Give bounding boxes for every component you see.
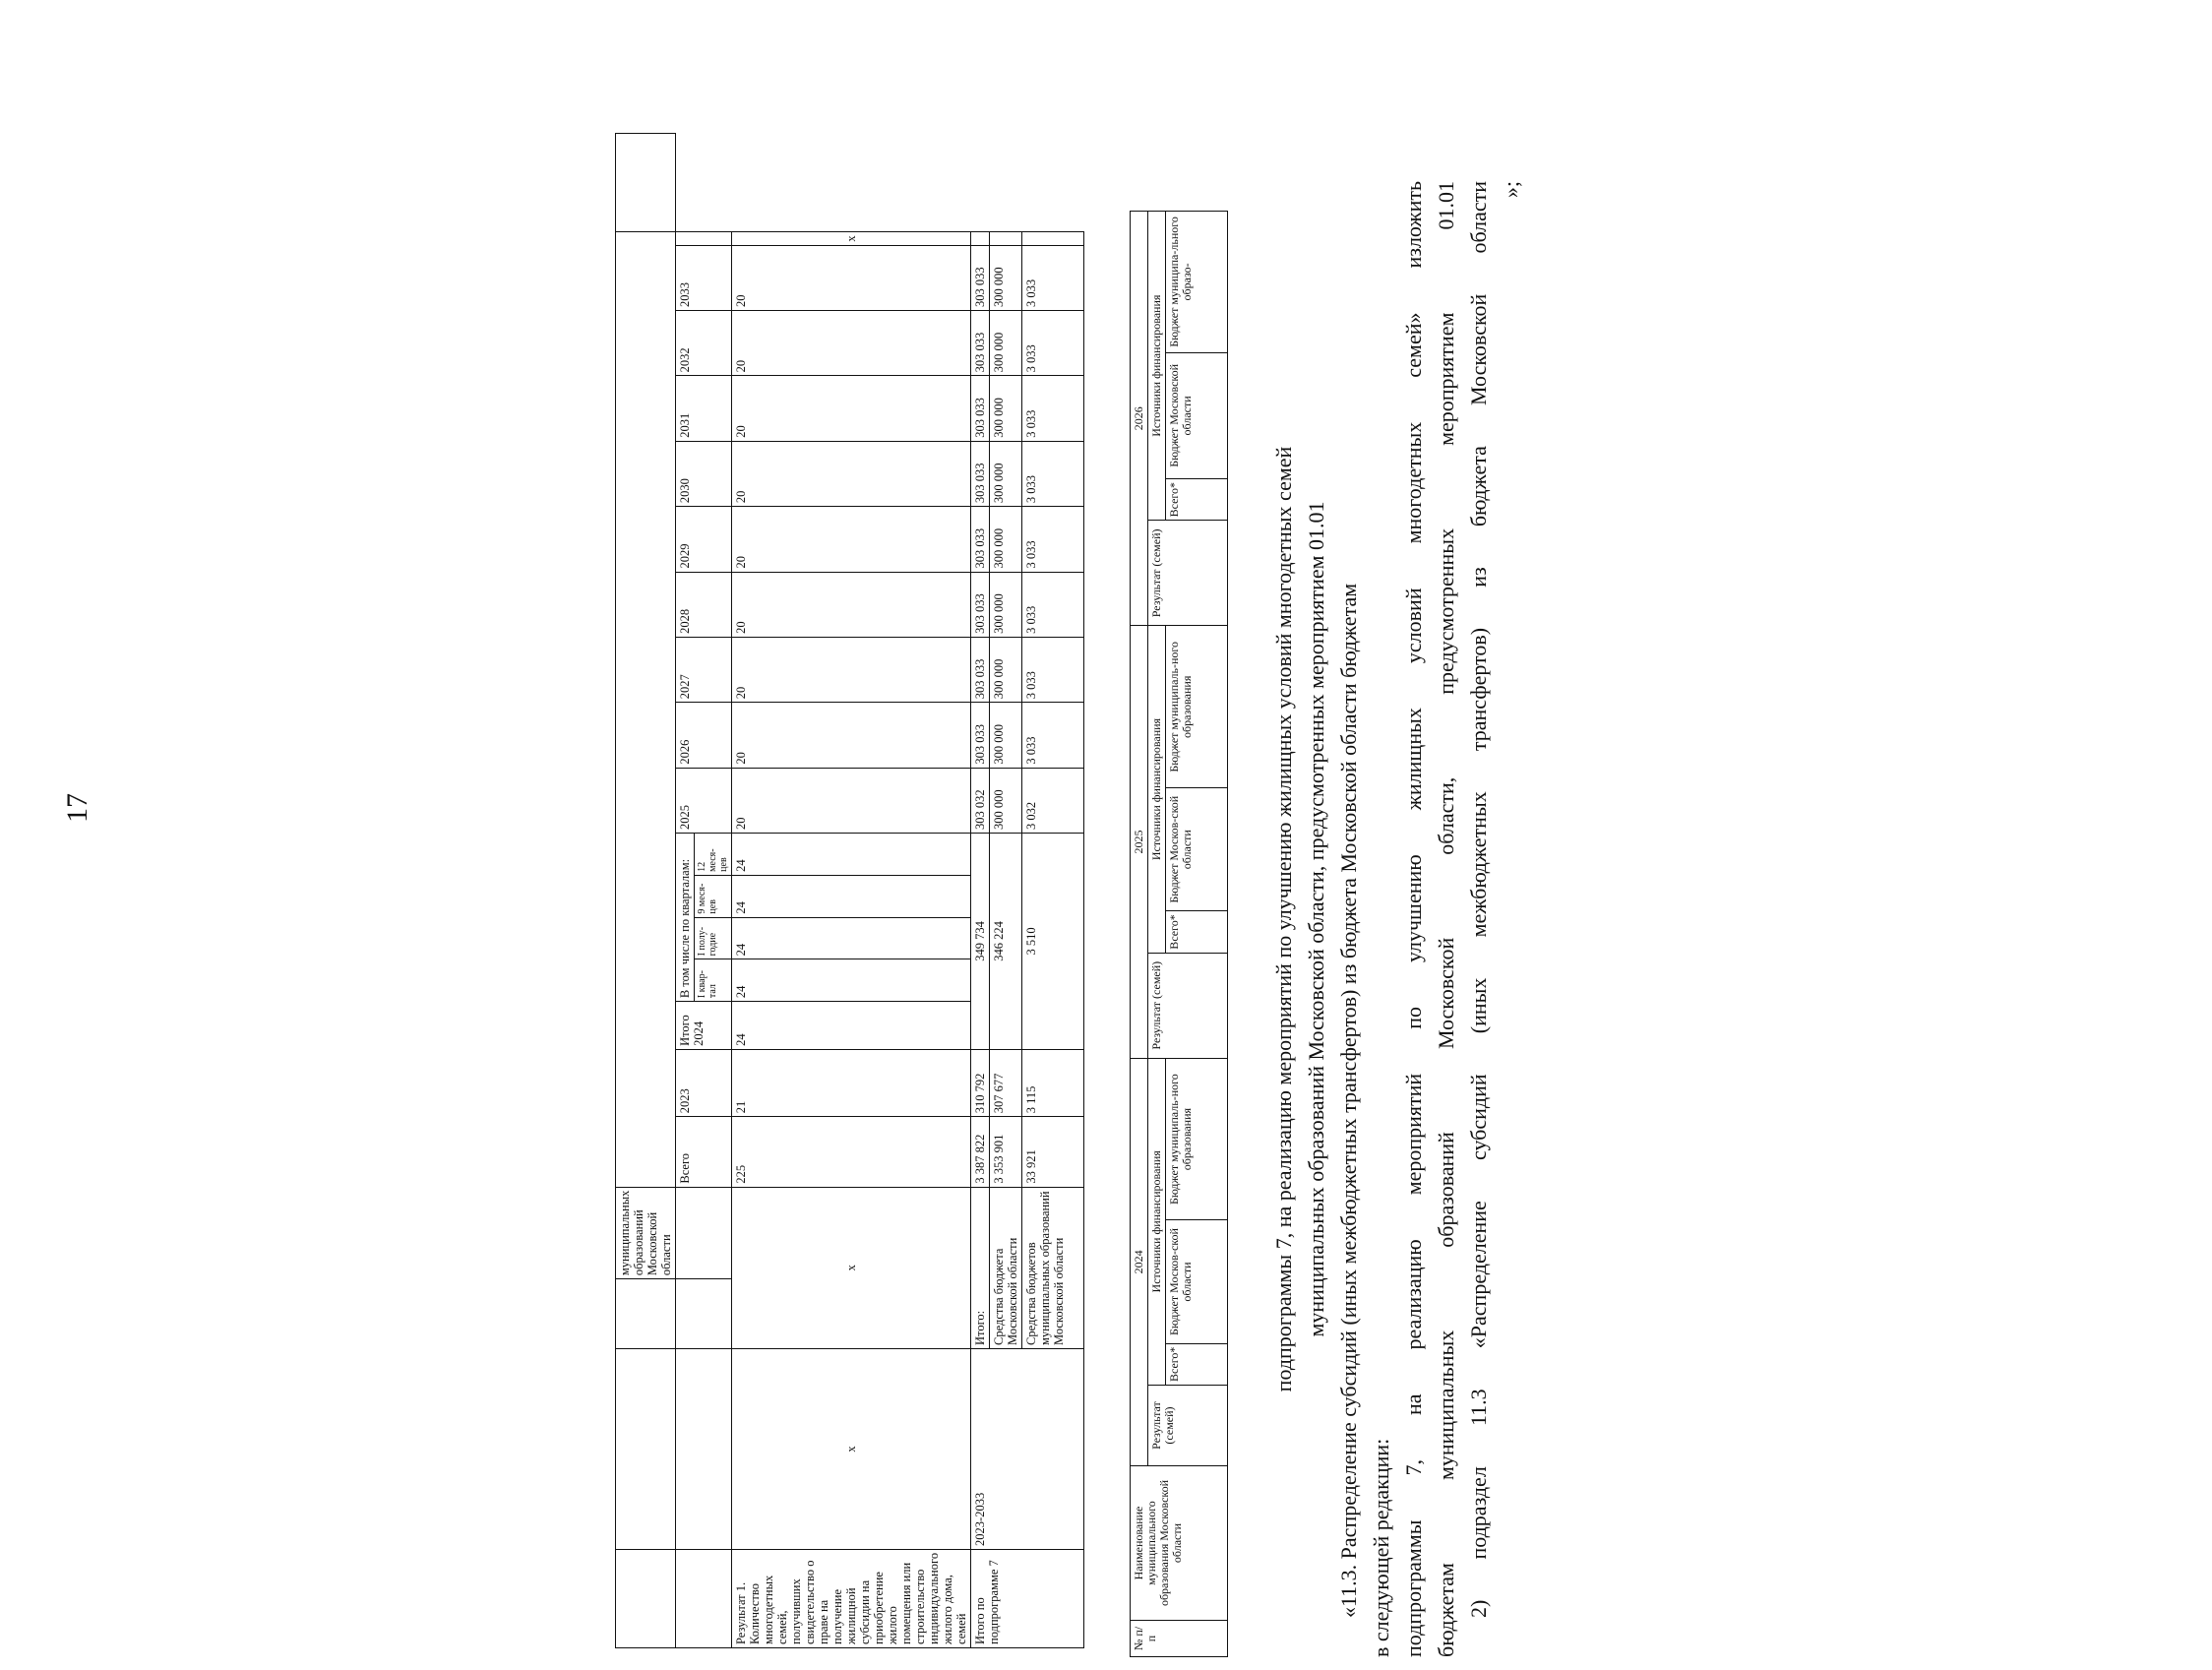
col-year-2025: 2025 <box>676 768 732 833</box>
itogo-line-name-1: Итого: <box>971 1187 990 1348</box>
itogo-2-2027: 300 000 <box>990 637 1022 702</box>
mun-budget-header-2025: Бюджет муниципаль-ного образования <box>1166 626 1228 788</box>
col-number-header: № п/п <box>1131 1621 1228 1657</box>
table-columns-row <box>676 134 695 1648</box>
col-quarters: В том числе по кварталам: <box>676 834 695 1002</box>
result-2027: 20 <box>732 637 971 702</box>
distribution-table <box>1130 211 1228 1657</box>
result-row <box>732 134 971 1648</box>
itogo-2023-3: 3 115 <box>1022 1049 1084 1116</box>
itogo-2-2030: 300 000 <box>990 441 1022 506</box>
mo-budget-header-2025: Бюджет Москов-ской области <box>1166 788 1228 911</box>
result-2030: 20 <box>732 441 971 506</box>
result-q2: 24 <box>732 917 971 959</box>
body-text <box>1267 181 1527 1657</box>
rotated-page-content <box>1110 112 2212 1667</box>
hdr-blank-3 <box>616 1279 676 1349</box>
year-header-2025: 2025 <box>1131 626 1148 1058</box>
itogo-label: Итого по подпрограмме 7 <box>971 1549 1084 1647</box>
itogo-2023-1: 310 792 <box>971 1049 990 1116</box>
itogo-total-3: 33 921 <box>1022 1117 1084 1187</box>
mun-budget-header-2024: Бюджет муниципаль-ного образования <box>1166 1058 1228 1220</box>
result-2031: 20 <box>732 376 971 441</box>
result-2033: 20 <box>732 245 971 310</box>
result-q1: 24 <box>732 959 971 1002</box>
result-header-2024: Результат (семей) <box>1148 1386 1228 1466</box>
itogo-blank-2 <box>990 232 1022 245</box>
hdr-fragment: муниципальных образований Московской области <box>616 1187 676 1279</box>
itogo-2-2032: 300 000 <box>990 311 1022 376</box>
col-quarter-2: I полу-годие <box>695 917 732 959</box>
itogo-2-2025: 300 000 <box>990 768 1022 833</box>
section-title-line-3: подпрограммы 7, на реализацию мероприятий по улучшению жилищных условий многодетных семей <box>1271 446 1296 1392</box>
itogo-2-2029: 300 000 <box>990 507 1022 572</box>
itogo-total-2: 3 353 901 <box>990 1117 1022 1187</box>
para2-line-1: 2) подраздел 11.3 «Распределение субсидий (иных межбюджетных трансфертов) из бюджета Московской области <box>1466 181 1491 1618</box>
hdr-blank-5 <box>616 134 676 232</box>
result-q4: 24 <box>732 834 971 876</box>
itogo-blank-3 <box>1022 232 1084 245</box>
col-quarter-1: I квар-тал <box>695 959 732 1002</box>
col-blank-e <box>676 232 732 245</box>
col-itogo-2024: Итого 2024 <box>676 1002 732 1050</box>
hdr-blank-4 <box>616 232 676 1187</box>
itogo-3-2027: 3 033 <box>1022 637 1084 702</box>
itogo-1-2025: 303 032 <box>971 768 990 833</box>
itogo-1-2032: 303 033 <box>971 311 990 376</box>
col-year-2029: 2029 <box>676 507 732 572</box>
result-2029: 20 <box>732 507 971 572</box>
itogo-blank-1 <box>971 232 990 245</box>
col-year-2032: 2032 <box>676 311 732 376</box>
table-header-row <box>616 134 676 1648</box>
itogo-1-2027: 303 033 <box>971 637 990 702</box>
itogo-1-2026: 303 033 <box>971 703 990 768</box>
itogo-period: 2023-2033 <box>971 1348 1084 1549</box>
subprogram-table-full <box>615 133 1084 1648</box>
itogo-3-2026: 3 033 <box>1022 703 1084 768</box>
mo-budget-header-2026: Бюджет Московской области <box>1166 352 1228 478</box>
result-header-2025: Результат (семей) <box>1148 953 1228 1058</box>
col-year-2031: 2031 <box>676 376 732 441</box>
itogo-3-2028: 3 033 <box>1022 572 1084 637</box>
hdr-blank-2 <box>616 1348 676 1549</box>
col-year-2027: 2027 <box>676 637 732 702</box>
para2-line-2: бюджетам муниципальных образований Московской области, предусмотренных мероприятием 01.01 <box>1434 181 1458 1657</box>
itogo-2024-3: 3 510 <box>1022 834 1084 1050</box>
itogo-1-2033: 303 033 <box>971 245 990 310</box>
result-header-2026: Результат (семей) <box>1148 521 1228 626</box>
col-blank-d <box>676 1187 732 1279</box>
result-2026: 20 <box>732 703 971 768</box>
total-header-2025: Всего* <box>1166 911 1228 953</box>
result-q3: 24 <box>732 875 971 917</box>
result-2028: 20 <box>732 572 971 637</box>
itogo-1-2029: 303 033 <box>971 507 990 572</box>
result-x1: х <box>732 1348 971 1549</box>
total-header-2024: Всего* <box>1166 1343 1228 1385</box>
result-label: Результат 1. Количество многодетных семей, получивших свидетельство о праве на получение жилищной субсидии на приобретение жилого помещения или строительство индивидуального жилого дома, семей <box>732 1549 971 1647</box>
itogo-3-2029: 3 033 <box>1022 507 1084 572</box>
itogo-2024-2: 346 224 <box>990 834 1022 1050</box>
result-itogo: 24 <box>732 1002 971 1050</box>
year-header-2026: 2026 <box>1131 212 1148 626</box>
itogo-2-2033: 300 000 <box>990 245 1022 310</box>
para2-line-4: в следующей редакции: <box>1369 1438 1393 1657</box>
col-blank-a <box>676 1549 732 1647</box>
closing-quote: »; <box>1499 181 1523 199</box>
sources-header-2024: Источники финансирования <box>1148 1058 1166 1385</box>
col-quarter-4: 12 меся-цев <box>695 834 732 876</box>
itogo-3-2031: 3 033 <box>1022 376 1084 441</box>
col-2023: 2023 <box>676 1049 732 1116</box>
table1-block <box>615 113 1112 1648</box>
col-year-2028: 2028 <box>676 572 732 637</box>
itogo-line-name-2: Средства бюджета Московской области <box>990 1187 1022 1348</box>
col-year-2026: 2026 <box>676 703 732 768</box>
result-2025: 20 <box>732 768 971 833</box>
col-blank-b <box>676 1348 732 1549</box>
col-blank-c <box>676 1279 732 1349</box>
itogo-total-1: 3 387 822 <box>971 1117 990 1187</box>
col-total: Всего <box>676 1117 732 1187</box>
itogo-2023-2: 307 677 <box>990 1049 1022 1116</box>
result-x3: х <box>732 232 971 245</box>
itogo-line-name-3: Средства бюджетов муниципальных образований Московской области <box>1022 1187 1084 1348</box>
itogo-2-2031: 300 000 <box>990 376 1022 441</box>
itogo-2-2026: 300 000 <box>990 703 1022 768</box>
page-number: 17 <box>61 793 93 823</box>
sources-header-2025: Источники финансирования <box>1148 626 1166 953</box>
sources-header-2026: Источники финансирования <box>1148 212 1166 521</box>
col-quarter-3: 9 меся-цев <box>695 875 732 917</box>
itogo-row-1 <box>971 134 990 1648</box>
itogo-2-2028: 300 000 <box>990 572 1022 637</box>
para2-line-3: подпрограммы 7, на реализацию мероприятий по улучшению жилищных условий многодетных семей» изложить <box>1401 181 1426 1657</box>
itogo-3-2030: 3 033 <box>1022 441 1084 506</box>
itogo-3-2025: 3 032 <box>1022 768 1084 833</box>
section-title-line-2: муниципальных образований Московской области, предусмотренных мероприятием 01.01 <box>1304 501 1328 1337</box>
result-2032: 20 <box>732 311 971 376</box>
section-title-line-1: «11.3. Распределение субсидий (иных межбюджетных трансфертов) из бюджета Московской области бюджетам <box>1336 583 1361 1618</box>
col-year-2030: 2030 <box>676 441 732 506</box>
total-header-2026: Всего* <box>1166 478 1228 520</box>
mun-budget-header-2026: Бюджет муниципа-льного образо- <box>1166 212 1228 353</box>
itogo-1-2028: 303 033 <box>971 572 990 637</box>
mo-budget-header-2024: Бюджет Москов-ской области <box>1166 1220 1228 1343</box>
itogo-3-2033: 3 033 <box>1022 245 1084 310</box>
result-2023: 21 <box>732 1049 971 1116</box>
itogo-1-2031: 303 033 <box>971 376 990 441</box>
result-x2: х <box>732 1187 971 1348</box>
itogo-3-2032: 3 033 <box>1022 311 1084 376</box>
col-name-header: Наименование муниципального образования Московской области <box>1131 1466 1228 1621</box>
itogo-2024-1: 349 734 <box>971 834 990 1050</box>
itogo-1-2030: 303 033 <box>971 441 990 506</box>
col-year-2033: 2033 <box>676 245 732 310</box>
hdr-blank-1 <box>616 1549 676 1647</box>
year-header-2024: 2024 <box>1131 1058 1148 1465</box>
result-total: 225 <box>732 1117 971 1187</box>
